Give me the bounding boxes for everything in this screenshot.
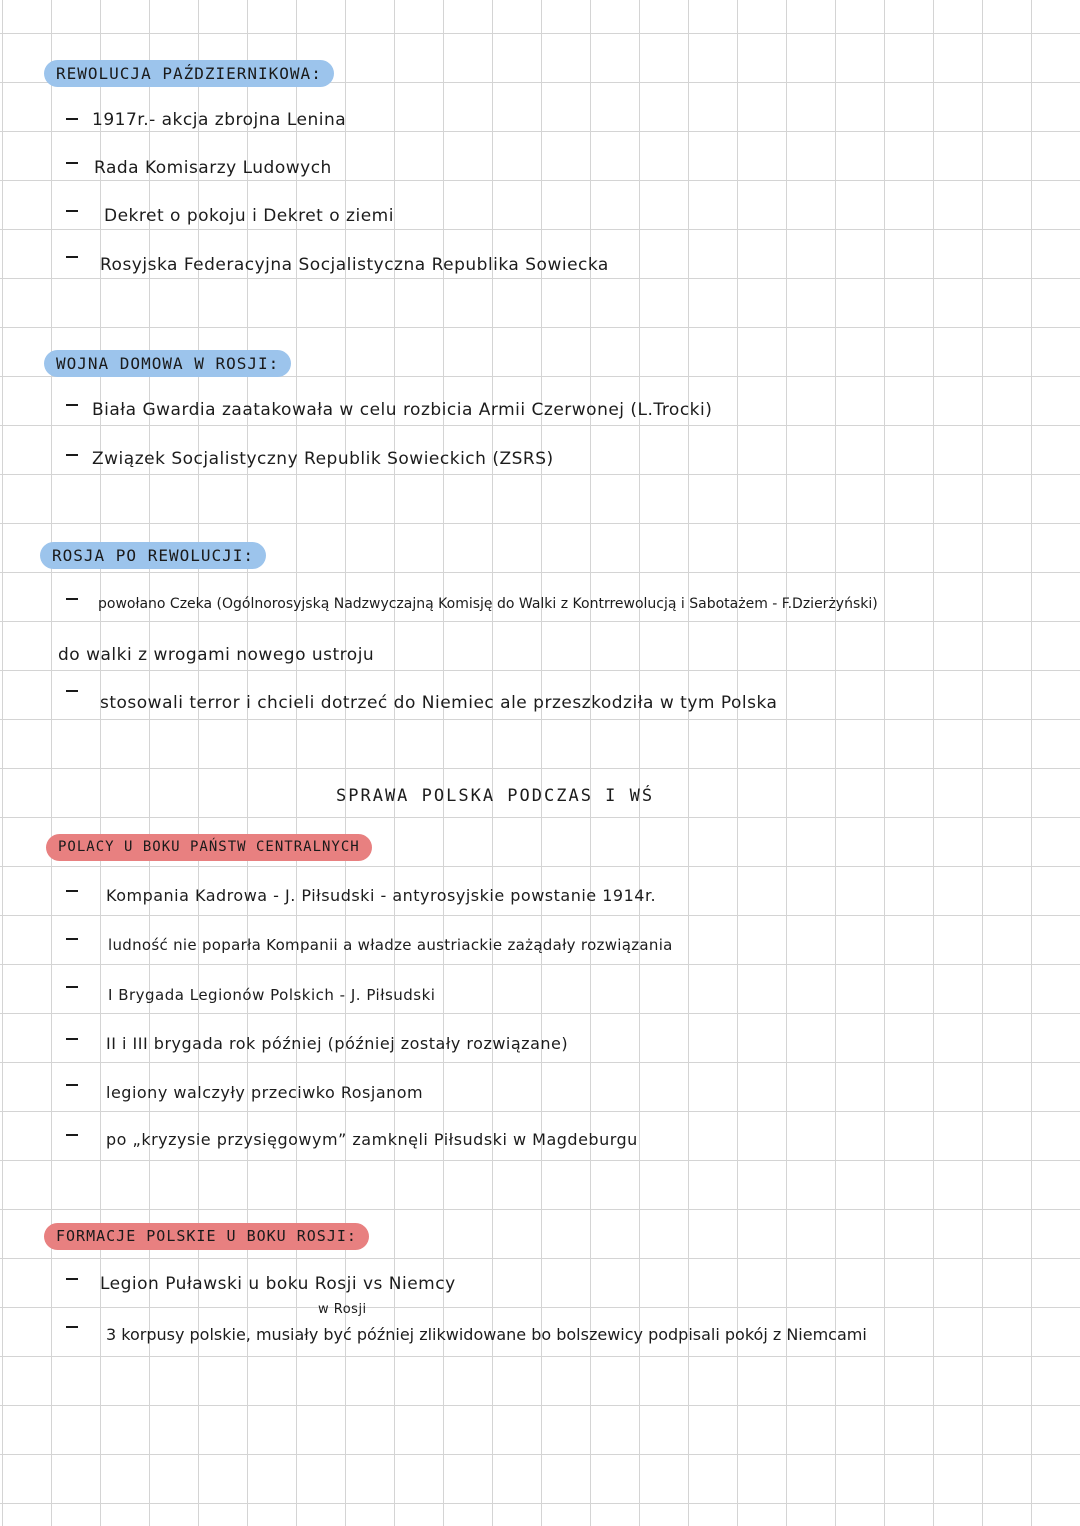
list-item: stosowali terror i chcieli dotrzeć do Niemiec ale przeszkodziła w tym Polska: [100, 693, 778, 713]
heading-wojna-domowa: WOJNA DOMOWA W ROSJI:: [44, 350, 291, 377]
list-item: po „kryzysie przysięgowym” zamknęli Piłsudski w Magdeburgu: [106, 1130, 638, 1149]
list-item: Legion Puławski u boku Rosji vs Niemcy: [100, 1274, 456, 1294]
bullet-dash: [66, 1278, 78, 1280]
heading-rewolucja: REWOLUCJA PAŹDZIERNIKOWA:: [44, 60, 334, 87]
heading-formacje-polskie: FORMACJE POLSKIE U BOKU ROSJI:: [44, 1223, 369, 1250]
bullet-dash: [66, 1038, 78, 1040]
list-item: 1917r.- akcja zbrojna Lenina: [92, 110, 347, 130]
page-title: SPRAWA POLSKA PODCZAS I WŚ: [336, 786, 655, 806]
bullet-dash: [66, 454, 78, 456]
list-item: Rosyjska Federacyjna Socjalistyczna Republika Sowiecka: [100, 255, 609, 275]
bullet-dash: [66, 890, 78, 892]
bullet-dash: [66, 1326, 78, 1328]
list-item-continuation: do walki z wrogami nowego ustroju: [58, 645, 375, 665]
list-item-annotation: w Rosji: [318, 1302, 367, 1317]
list-item: II i III brygada rok później (później zostały rozwiązane): [106, 1034, 569, 1053]
heading-polacy-panstw-centralnych: POLACY U BOKU PAŃSTW CENTRALNYCH: [46, 834, 372, 861]
bullet-dash: [66, 1134, 78, 1136]
bullet-dash: [66, 938, 78, 940]
bullet-dash: [66, 986, 78, 988]
bullet-dash: [66, 210, 78, 212]
list-item: Rada Komisarzy Ludowych: [94, 158, 332, 178]
bullet-dash: [66, 118, 78, 120]
list-item: Związek Socjalistyczny Republik Sowieckich (ZSRS): [92, 449, 554, 469]
bullet-dash: [66, 404, 78, 406]
heading-rosja-po-rewolucji: ROSJA PO REWOLUCJI:: [40, 542, 266, 569]
bullet-dash: [66, 256, 78, 258]
list-item: Biała Gwardia zaatakowała w celu rozbicia Armii Czerwonej (L.Trocki): [92, 400, 713, 420]
list-item: 3 korpusy polskie, musiały być później zlikwidowane bo bolszewicy podpisali pokój z Niemcami: [106, 1325, 867, 1344]
list-item: Kompania Kadrowa - J. Piłsudski - antyrosyjskie powstanie 1914r.: [106, 886, 657, 905]
list-item: Dekret o pokoju i Dekret o ziemi: [104, 206, 394, 226]
list-item: ludność nie poparła Kompanii a władze austriackie zażądały rozwiązania: [108, 936, 673, 954]
list-item: legiony walczyły przeciwko Rosjanom: [106, 1083, 424, 1102]
list-item: I Brygada Legionów Polskich - J. Piłsudski: [108, 986, 436, 1004]
bullet-dash: [66, 690, 78, 692]
list-item: powołano Czeka (Ogólnorosyjską Nadzwyczajną Komisję do Walki z Kontrrewolucją i Sabotażem - F.Dzierżyński): [98, 596, 878, 612]
bullet-dash: [66, 1084, 78, 1086]
bullet-dash: [66, 162, 78, 164]
bullet-dash: [66, 598, 78, 600]
